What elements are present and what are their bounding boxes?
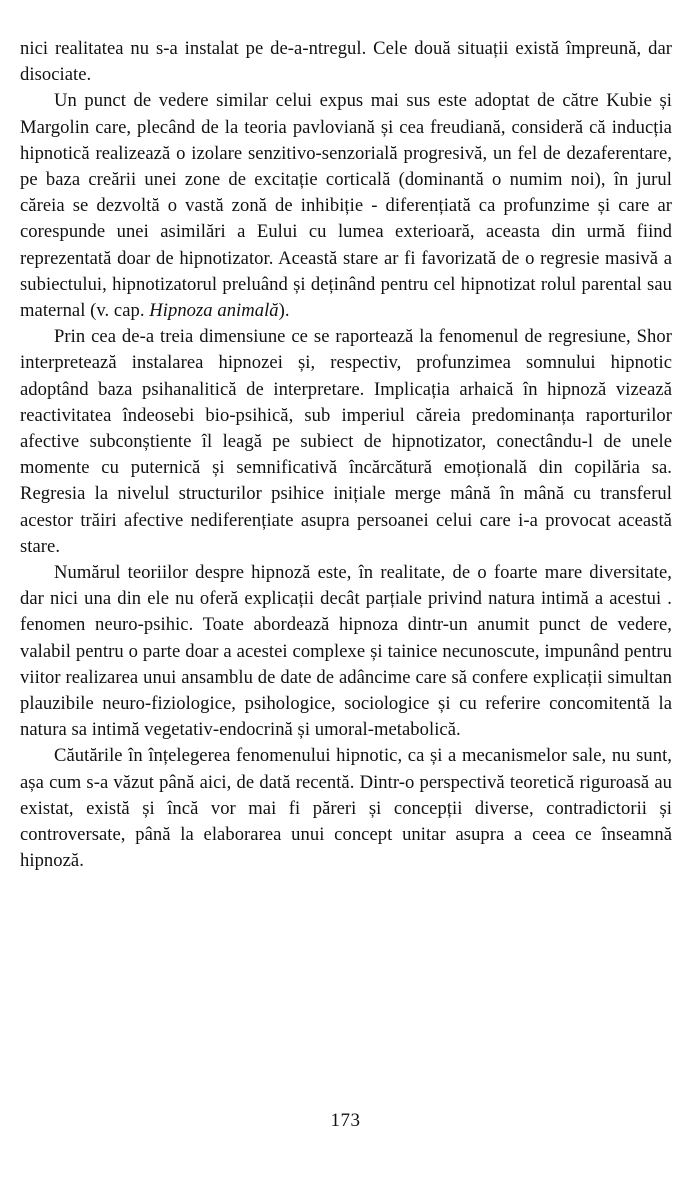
paragraph-text: ). xyxy=(278,300,290,322)
paragraph-text: Căutările în înțelegerea fenomenului hipnotic, ca și a mecanismelor sale, nu sunt, așa cum s-a văzut până aici, de dată recentă. Dintr-o perspectivă teoretică riguroasă au existat, există și încă vor mai fi păreri și concepții diverse, contradictorii și controversate, până la elaborarea unui concept unitar asupra a ceea ce înseamnă hipnoză. xyxy=(20,745,672,872)
paragraph-text: Un punct de vedere similar celui expus mai sus este adoptat de către Kubie și Margolin care, plecând de la teoria pavloviană și cea freudiană, consideră că inducția hipnotică realizează o izolare senzitivo-senzorială progresivă, un fel de dezaferentare, pe baza creării unei zone de excitație corticală (dominantă o numim noi), în jurul căreia se dezvoltă o vastă zonă de inhibiție - diferențiată ca profunzime și care ar corespunde unei asimilări a Eului cu lumea exterioară, aceasta din urmă fiind reprezentată doar de hipnotizator. Această stare ar fi favorizată de o regresie masivă a subiectului, hipnotizatorul preluând și deținând pentru cel hipnotizat rolul parental sau maternal (v. cap. xyxy=(20,90,672,322)
paragraph xyxy=(20,743,672,874)
italic-reference: Hipnoza animală xyxy=(149,300,279,322)
paragraph xyxy=(20,88,672,324)
paragraph xyxy=(20,324,672,560)
paragraph xyxy=(20,36,672,88)
page-number: 173 xyxy=(330,1110,361,1131)
paragraph-text: nici realitatea nu s-a instalat pe de-a-ntregul. Cele două situații există împreună, dar disociate. xyxy=(20,38,672,86)
paragraph xyxy=(20,560,672,743)
paragraph-text: Numărul teoriilor despre hipnoză este, în realitate, de o foarte mare diversitate, dar nici una din ele nu oferă explicații decât parțiale privind natura intimă a acestui . fenomen neuro-psihic. Toate abordează hipnoza dintr-un anumit punct de vedere, valabil pentru o parte doar a acestei complexe și tainice necunoscute, impunând pentru viitor realizarea unui ansamblu de date de adâncime care să confere explicații simultan plauzibile neuro-fiziologice, psihologice, sociologice și cu referire concomitentă la natura sa intimă vegetativ-endocrină și umoral-metabolică. xyxy=(20,562,672,741)
page-body xyxy=(20,36,672,875)
paragraph-text: Prin cea de-a treia dimensiune ce se raportează la fenomenul de regresiune, Shor interpretează instalarea hipnozei și, respectiv, profunzimea somnului hipnotic adoptând baza psihanalitică de interpretare. Implicația arhaică în hipnoză vizează reactivitatea îndeosebi bio-psihică, sub imperiul căreia predominanța raporturilor afective subconștiente îl leagă pe subiect de hipnotizator, conectându-l de unele momente cu puternică și semnificativă încărcătură emoțională din copilăria sa. Regresia la nivelul structurilor psihice inițiale merge mână în mână cu transferul acestor trăiri afective nediferențiate asupra persoanei celui care i-a provocat această stare. xyxy=(20,326,672,557)
